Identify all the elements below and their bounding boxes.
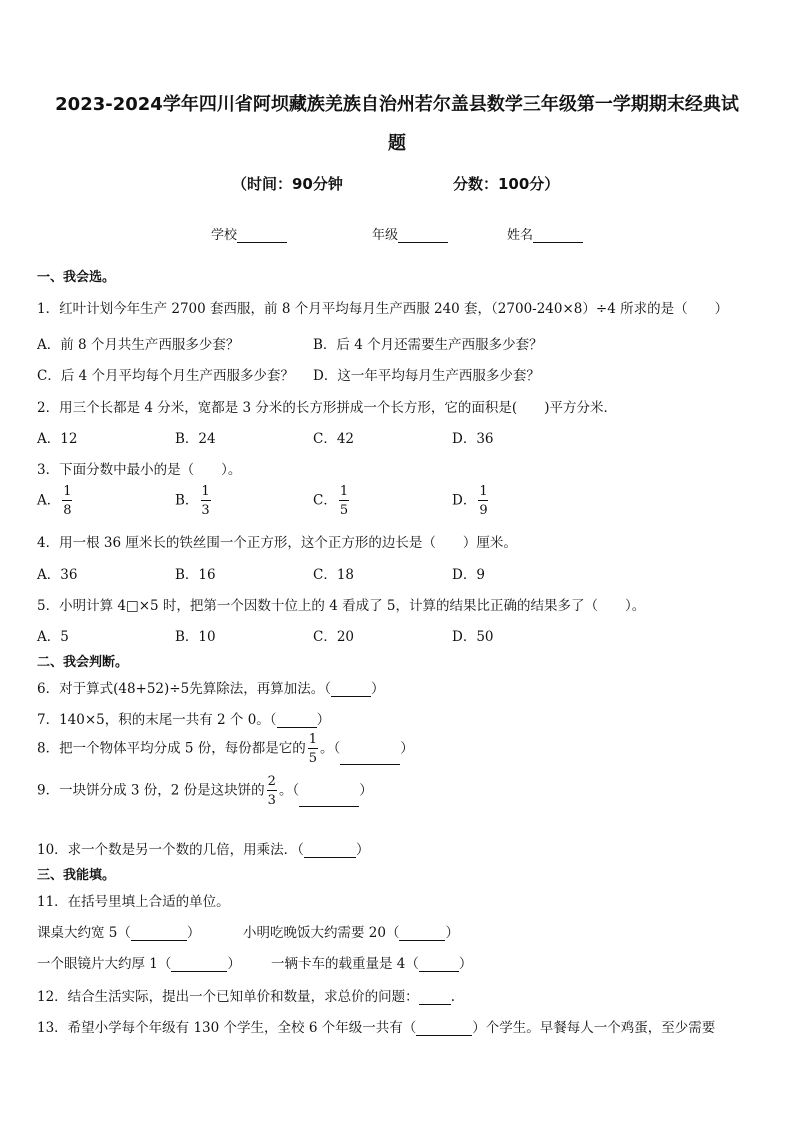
q1-option-c[interactable]: C．后 4 个月平均每个月生产西服多少套？ — [37, 368, 295, 384]
question-9: 9．一块饼分成 3 份，2 份是这块饼的 $\frac{2}{3}$ 。（ ） — [37, 774, 373, 808]
question-13: 13．希望小学每个年级有 130 个学生，全校 6 个年级一共有（ ）个学生。早餐每人一个鸡蛋，至少需要 — [37, 1020, 716, 1036]
q4-option-a[interactable]: A．36 — [37, 567, 78, 583]
name-label: 姓名 — [507, 228, 534, 243]
q5-option-d[interactable]: D．50 — [452, 629, 494, 645]
question-3: 3．下面分数中最小的是（ ）。 — [37, 462, 242, 478]
score-label: 分数：100分） — [453, 175, 560, 193]
q2-option-a[interactable]: A．12 — [37, 431, 78, 447]
answer-blank[interactable] — [340, 750, 400, 765]
question-8: 8．把一个物体平均分成 5 份，每份都是它的 $\frac{1}{5}$ 。（ ） — [37, 732, 414, 766]
answer-blank[interactable] — [399, 926, 445, 941]
question-5: 5．小明计算 4□×5 时，把第一个因数十位上的 4 看成了 5，计算的结果比正确的结果多了（ ）。 — [37, 598, 646, 614]
grade-label: 年级 — [372, 228, 399, 243]
q11-item-desk: 课桌大约宽 5（ ） — [37, 925, 201, 941]
q11-item-lens: 一个眼镜片大约厚 1（ ） — [37, 956, 241, 972]
name-field — [507, 224, 583, 243]
q2-option-d[interactable]: D．36 — [452, 431, 494, 447]
school-label: 学校 — [211, 228, 238, 243]
page-title-line1: 2023-2024学年四川省阿坝藏族羌族自治州若尔盖县数学三年级第一学期期末经典试 — [55, 94, 739, 115]
question-2: 2．用三个长都是 4 分米，宽都是 3 分米的长方形拼成一个长方形，它的面积是( )平方分米． — [37, 400, 617, 416]
fraction: $\frac{1}{5}$ — [339, 484, 349, 518]
question-11: 11．在括号里填上合适的单位。 — [37, 894, 230, 910]
answer-blank[interactable] — [304, 843, 356, 858]
fraction: $\frac{1}{5}$ — [308, 732, 318, 766]
q1-option-b[interactable]: B．后 4 个月还需要生产西服多少套？ — [313, 337, 543, 353]
question-7: 7．140×5，积的末尾一共有 2 个 0。（ ） — [37, 712, 331, 728]
fraction: $\frac{1}{3}$ — [201, 484, 210, 518]
q5-option-b[interactable]: B．10 — [175, 629, 216, 645]
question-6: 6．对于算式(48+52)÷5先算除法，再算加法。（ ） — [37, 681, 385, 697]
section-heading-1: 一、我会选。 — [37, 270, 116, 285]
question-12: 12．结合生活实际，提出一个已知单价和数量，求总价的问题： . — [37, 989, 455, 1005]
question-10: 10．求一个数是另一个数的几倍，用乘法．（ ） — [37, 842, 370, 858]
question-1: 1．红叶计划今年生产 2700 套西服，前 8 个月平均每月生产西服 240 套，（2700-240×8）÷4 所求的是（ ） — [37, 301, 729, 317]
q3-option-c[interactable]: C． $\frac{1}{5}$ — [313, 484, 349, 518]
q3-option-d[interactable]: D． $\frac{1}{9}$ — [452, 484, 488, 518]
fraction: $\frac{1}{8}$ — [63, 484, 72, 518]
q2-option-c[interactable]: C．42 — [313, 431, 355, 447]
q1-option-d[interactable]: D．这一年平均每月生产西服多少套？ — [313, 368, 540, 384]
answer-blank[interactable] — [277, 713, 317, 728]
answer-blank[interactable] — [419, 957, 459, 972]
page-title-line2: 题 — [388, 133, 406, 154]
section-heading-2: 二、我会判断。 — [37, 655, 129, 670]
answer-blank[interactable] — [131, 926, 187, 941]
answer-blank[interactable] — [331, 682, 371, 697]
section-heading-3: 三、我能填。 — [37, 868, 116, 883]
school-field — [211, 224, 287, 243]
school-blank[interactable] — [237, 228, 287, 243]
time-label: （时间：90分钟 — [232, 175, 343, 193]
name-blank[interactable] — [533, 228, 583, 243]
grade-blank[interactable] — [398, 228, 448, 243]
q4-option-d[interactable]: D．9 — [452, 567, 485, 583]
answer-blank[interactable] — [416, 1021, 472, 1036]
q3-option-b[interactable]: B． $\frac{1}{3}$ — [175, 484, 210, 518]
q3-option-a[interactable]: A． $\frac{1}{8}$ — [37, 484, 72, 518]
answer-blank[interactable] — [299, 792, 359, 807]
q5-option-a[interactable]: A．5 — [37, 629, 69, 645]
fraction: $\frac{1}{9}$ — [479, 484, 488, 518]
q5-option-c[interactable]: C．20 — [313, 629, 355, 645]
question-4: 4．用一根 36 厘米长的铁丝围一个正方形，这个正方形的边长是（ ）厘米。 — [37, 535, 517, 551]
answer-blank[interactable] — [171, 957, 227, 972]
grade-field — [372, 224, 448, 243]
q4-option-c[interactable]: C．18 — [313, 567, 355, 583]
q2-option-b[interactable]: B．24 — [175, 431, 216, 447]
q1-option-a[interactable]: A．前 8 个月共生产西服多少套？ — [37, 337, 240, 353]
q11-item-dinner: 小明吃晚饭大约需要 20（ ） — [243, 925, 459, 941]
q4-option-b[interactable]: B．16 — [175, 567, 216, 583]
answer-blank[interactable] — [419, 990, 451, 1005]
q11-item-truck: 一辆卡车的载重量是 4（ ） — [271, 956, 473, 972]
fraction: $\frac{2}{3}$ — [267, 774, 276, 808]
